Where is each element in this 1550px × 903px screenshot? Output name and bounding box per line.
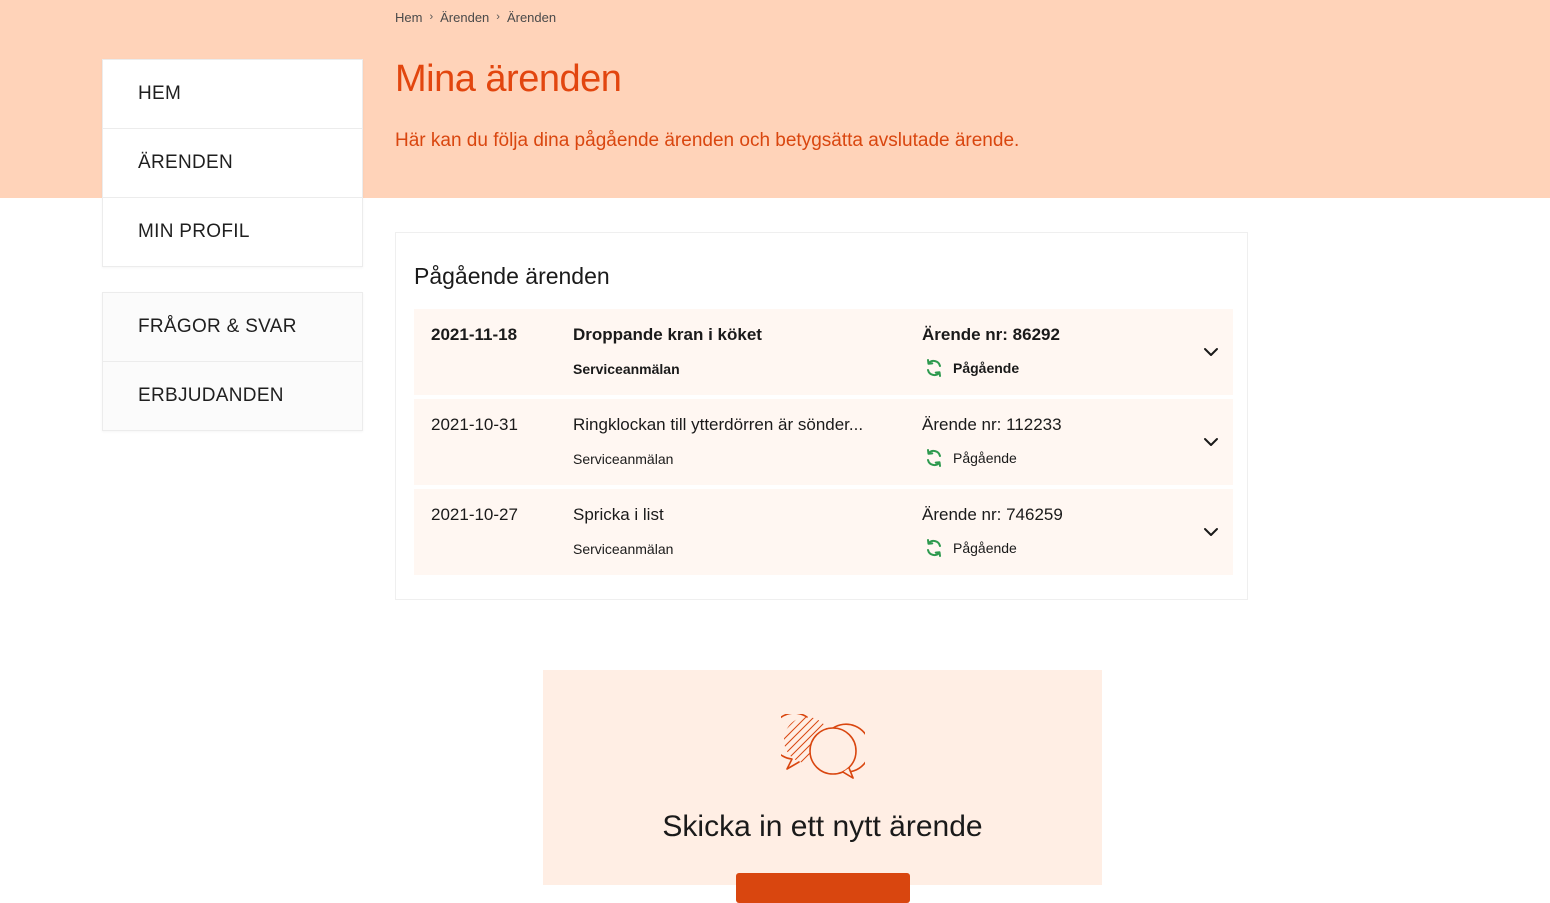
sidebar-secondary-menu [102,292,363,431]
sidebar-main-menu [102,59,363,267]
case-title: Droppande kran i köket [573,325,762,344]
breadcrumb-item-current: Ärenden [506,9,557,25]
sidebar-item-profile[interactable]: MIN PROFIL [138,221,250,242]
page-title: Mina ärenden [395,58,622,100]
chevron-down-icon[interactable] [1202,525,1220,539]
case-type: Serviceanmälan [573,361,680,377]
case-type: Serviceanmälan [573,541,674,557]
sidebar-item-cases[interactable]: ÄRENDEN [103,129,362,198]
chevron-right-icon: › [496,11,500,23]
ongoing-cases-title: Pågående ärenden [414,263,610,289]
refresh-icon [924,538,944,558]
case-number: Ärende nr: 112233 [922,415,1062,434]
case-row[interactable] [414,489,1233,575]
chevron-down-icon[interactable] [1202,345,1220,359]
case-type: Serviceanmälan [573,451,674,467]
chevron-down-icon[interactable] [1202,435,1220,449]
case-date: 2021-10-31 [431,415,518,434]
new-case-panel [543,670,1102,885]
case-date: 2021-10-27 [431,505,518,524]
refresh-icon [924,448,944,468]
sidebar-item-faq[interactable]: FRÅGOR & SVAR [103,293,362,362]
case-date: 2021-11-18 [431,325,518,344]
ongoing-cases-card [395,232,1248,600]
case-title: Ringklockan till ytterdörren är sönder... [573,415,864,434]
chat-bubbles-icon [781,714,865,782]
chevron-right-icon: › [429,11,434,23]
breadcrumb-item-home[interactable]: Hem [395,9,423,25]
refresh-icon [924,358,944,378]
case-title: Spricka i list [573,505,664,524]
case-status [924,358,1019,378]
new-case-heading: Skicka in ett nytt ärende [662,810,983,843]
case-status [924,448,1017,468]
case-status-label: Pågående [953,450,1017,466]
case-status-label: Pågående [953,360,1020,376]
breadcrumb [395,8,556,26]
case-number: Ärende nr: 86292 [922,325,1060,344]
case-row[interactable] [414,309,1233,395]
new-case-button[interactable] [736,873,910,903]
page-intro: Här kan du följa dina pågående ärenden och betygsätta avslutade ärende. [395,130,1020,151]
sidebar-item-home[interactable]: HEM [103,60,362,129]
case-status [924,538,1017,558]
case-number: Ärende nr: 746259 [922,505,1063,524]
case-status-label: Pågående [953,540,1017,556]
breadcrumb-item-cases[interactable]: Ärenden [440,9,490,25]
sidebar-item-offers[interactable]: ERBJUDANDEN [138,385,284,406]
case-row[interactable] [414,399,1233,485]
